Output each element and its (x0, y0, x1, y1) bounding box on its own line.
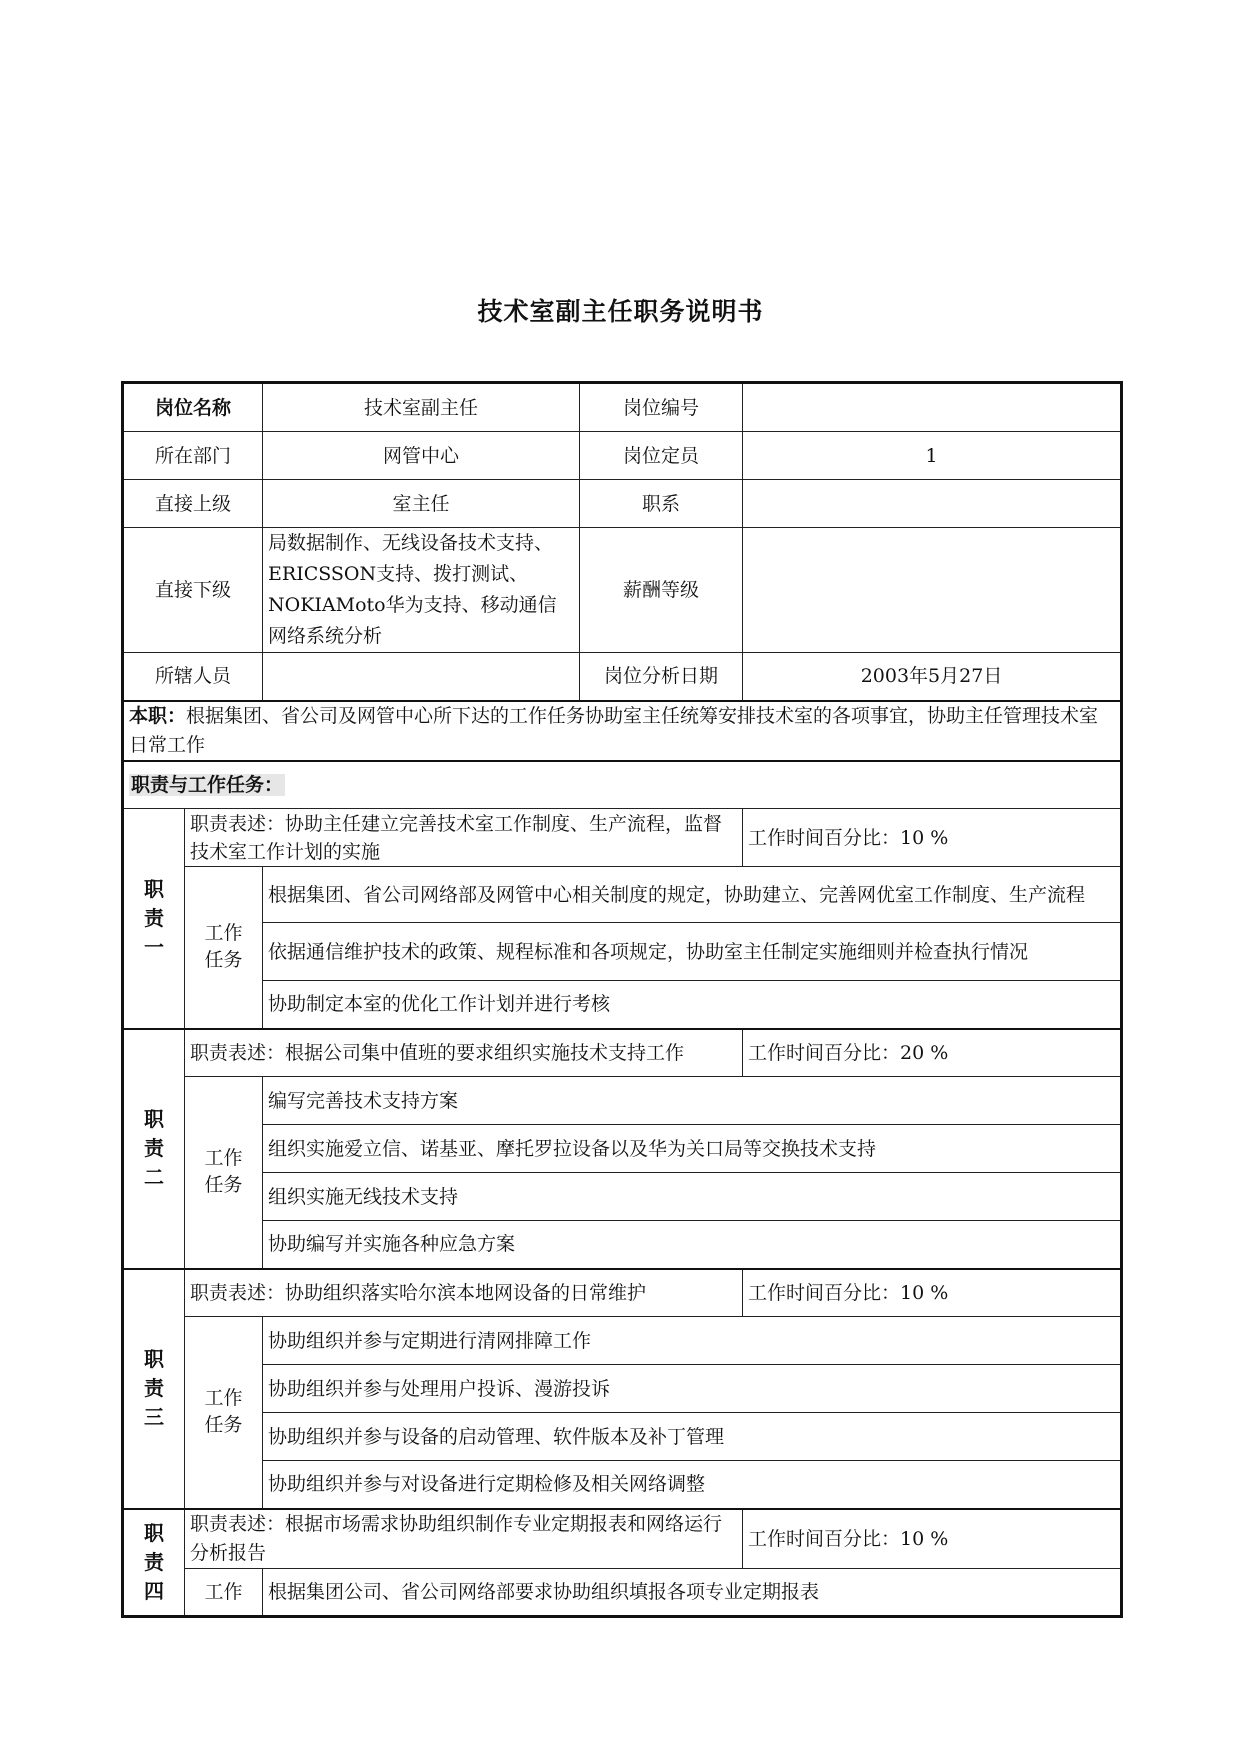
headcount-value: 1 (743, 432, 1122, 480)
duty-2-task-2: 组织实施爱立信、诺基亚、摩托罗拉设备以及华为关口局等交换技术支持 (263, 1125, 1122, 1173)
duty-2-task-4: 协助编写并实施各种应急方案 (263, 1221, 1122, 1269)
post-code-value (743, 383, 1122, 432)
role-summary-label: 本职： (129, 704, 187, 727)
duty-4-statement: 职责表述：根据市场需求协助组织制作专业定期报表和网络运行分析报告 (185, 1509, 743, 1569)
duty-3-statement: 职责表述：协助组织落实哈尔滨本地网设备的日常维护 (185, 1269, 743, 1317)
subordinate-value: 局数据制作、无线设备技术支持、ERICSSON支持、拨打测试、NOKIAMoto华为支持、移动通信网络系统分析 (263, 528, 580, 653)
job-family-value (743, 480, 1122, 528)
duty-3-time-pct: 工作时间百分比：10 % (743, 1269, 1122, 1317)
duty-1-task-label: 工作 任务 (185, 867, 263, 1029)
subordinate-label: 直接下级 (123, 528, 263, 653)
superior-value: 室主任 (263, 480, 580, 528)
duty-2-name: 职 责 二 (123, 1029, 185, 1269)
department-value: 网管中心 (263, 432, 580, 480)
salary-value (743, 528, 1122, 653)
duty-3-task-2: 协助组织并参与处理用户投诉、漫游投诉 (263, 1365, 1122, 1413)
duty-4-time-pct: 工作时间百分比：10 % (743, 1509, 1122, 1569)
job-description-table (121, 381, 1123, 1618)
salary-label: 薪酬等级 (580, 528, 743, 653)
superior-label: 直接上级 (123, 480, 263, 528)
duty-1-task-3: 协助制定本室的优化工作计划并进行考核 (263, 981, 1122, 1029)
staff-value (263, 653, 580, 701)
duty-2-time-pct: 工作时间百分比：20 % (743, 1029, 1122, 1077)
duty-1-time-pct: 工作时间百分比：10 % (743, 809, 1122, 867)
analysis-date-value: 2003年5月27日 (743, 653, 1122, 701)
post-name-label: 岗位名称 (123, 383, 263, 432)
document-title: 技术室副主任职务说明书 (477, 297, 764, 326)
department-label: 所在部门 (123, 432, 263, 480)
duties-header-cell (123, 761, 1122, 809)
duty-2-statement: 职责表述：根据公司集中值班的要求组织实施技术支持工作 (185, 1029, 743, 1077)
role-summary (123, 701, 1122, 761)
post-name-value: 技术室副主任 (263, 383, 580, 432)
headcount-label: 岗位定员 (580, 432, 743, 480)
role-summary-text: 根据集团、省公司及网管中心所下达的工作任务协助室主任统筹安排技术室的各项事宜，协助主任管理技术室日常工作 (129, 704, 1099, 756)
duty-2-task-3: 组织实施无线技术支持 (263, 1173, 1122, 1221)
duty-1-statement: 职责表述：协助主任建立完善技术室工作制度、生产流程，监督技术室工作计划的实施 (185, 809, 743, 867)
duties-header: 职责与工作任务： (131, 773, 284, 796)
duty-2-task-1: 编写完善技术支持方案 (263, 1077, 1122, 1125)
post-code-label: 岗位编号 (580, 383, 743, 432)
staff-label: 所辖人员 (123, 653, 263, 701)
duty-3-task-3: 协助组织并参与设备的启动管理、软件版本及补丁管理 (263, 1413, 1122, 1461)
duty-3-task-label: 工作 任务 (185, 1317, 263, 1509)
duty-3-name: 职 责 三 (123, 1269, 185, 1509)
duty-4-task-1: 根据集团公司、省公司网络部要求协助组织填报各项专业定期报表 (263, 1569, 1122, 1617)
duty-4-name: 职 责 四 (123, 1509, 185, 1617)
duty-1-task-1: 根据集团、省公司网络部及网管中心相关制度的规定，协助建立、完善网优室工作制度、生产流程 (263, 867, 1122, 923)
analysis-date-label: 岗位分析日期 (580, 653, 743, 701)
job-family-label: 职系 (580, 480, 743, 528)
duty-2-task-label: 工作 任务 (185, 1077, 263, 1269)
duty-3-task-1: 协助组织并参与定期进行清网排障工作 (263, 1317, 1122, 1365)
duty-4-task-label: 工作 (185, 1569, 263, 1617)
duty-3-task-4: 协助组织并参与对设备进行定期检修及相关网络调整 (263, 1461, 1122, 1509)
duty-1-name: 职 责 一 (123, 809, 185, 1029)
duty-1-task-2: 依据通信维护技术的政策、规程标准和各项规定，协助室主任制定实施细则并检查执行情况 (263, 923, 1122, 981)
